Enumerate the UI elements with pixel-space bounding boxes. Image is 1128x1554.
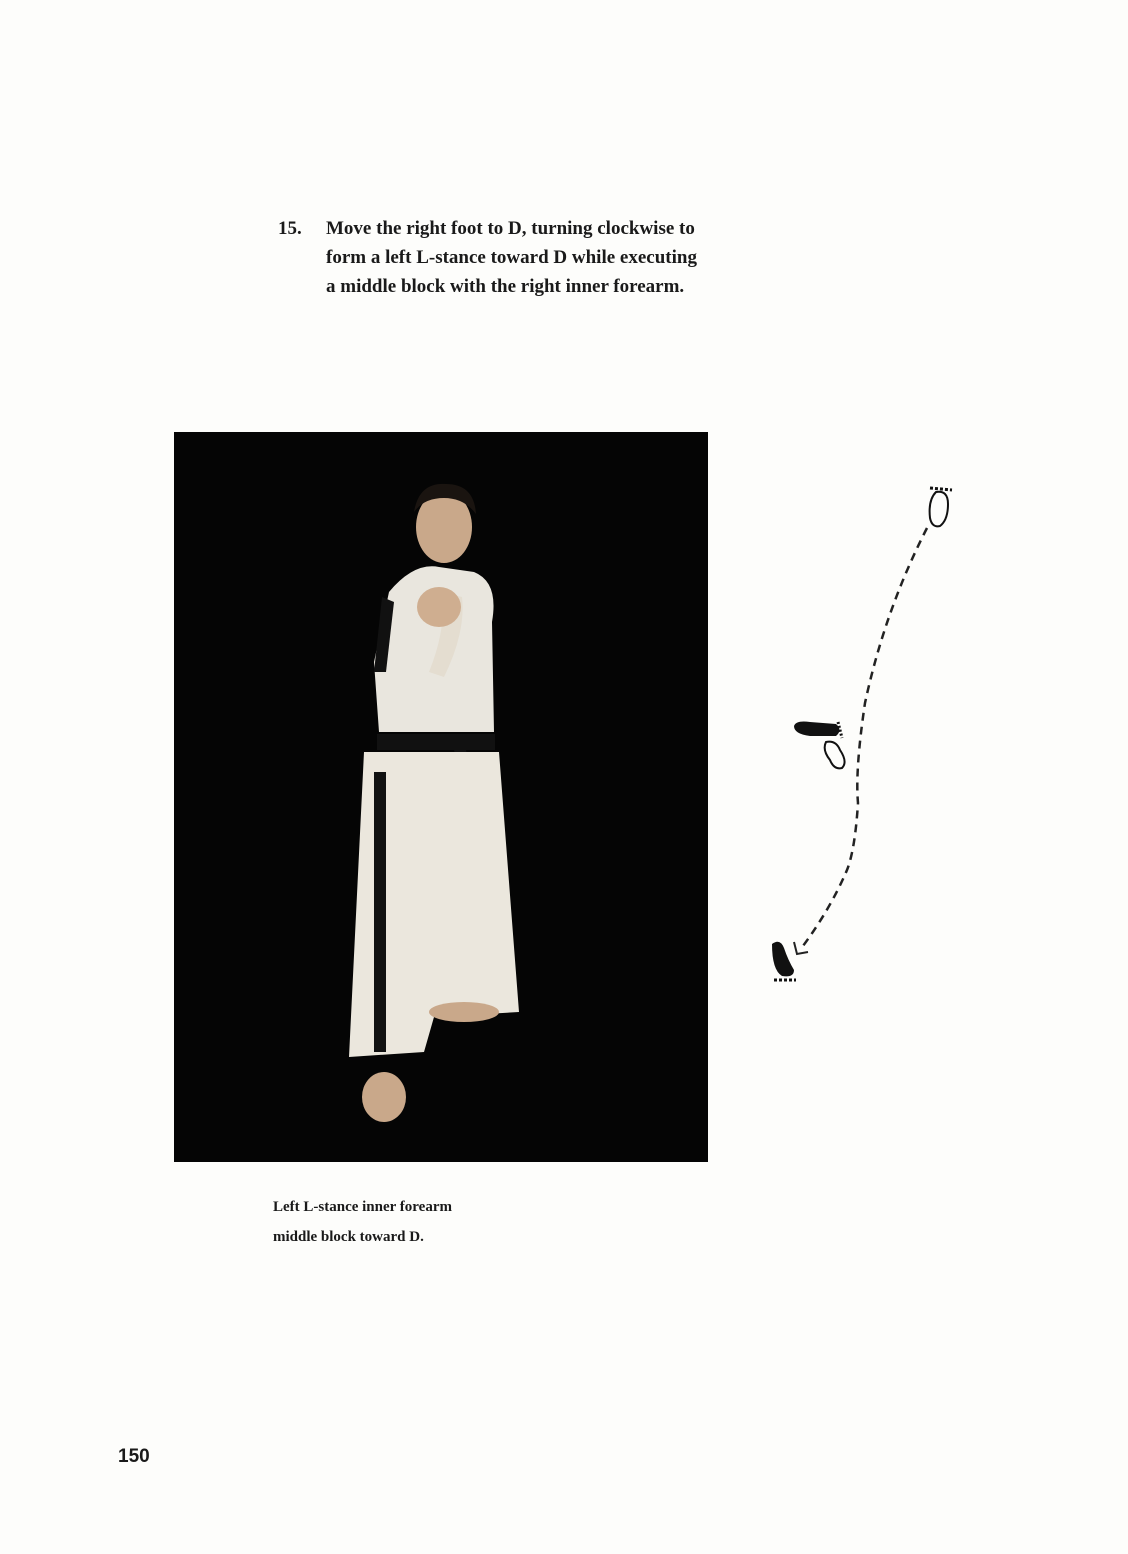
instruction-line-3: a middle block with the right inner forearm. — [326, 276, 685, 297]
instruction-line-2: form a left L-stance toward D while executing — [326, 247, 697, 268]
caption-line-2: middle block toward D. — [273, 1229, 424, 1245]
instruction-line-1: Move the right foot to D, turning clockwise to — [326, 218, 695, 239]
martial-artist-figure — [174, 432, 708, 1162]
left-foot-pivot-icon — [794, 722, 845, 769]
caption-line-1: Left L-stance inner forearm — [273, 1199, 452, 1215]
photo-caption — [273, 1192, 452, 1252]
footstep-diagram — [750, 470, 980, 1100]
step-number: 15. — [278, 218, 302, 239]
instruction-text — [278, 214, 697, 301]
right-foot-start-icon — [930, 488, 952, 526]
page-number: 150 — [118, 1446, 150, 1467]
right-foot-end-icon — [772, 942, 796, 980]
movement-path — [800, 528, 927, 950]
martial-artist-photo — [174, 432, 708, 1162]
